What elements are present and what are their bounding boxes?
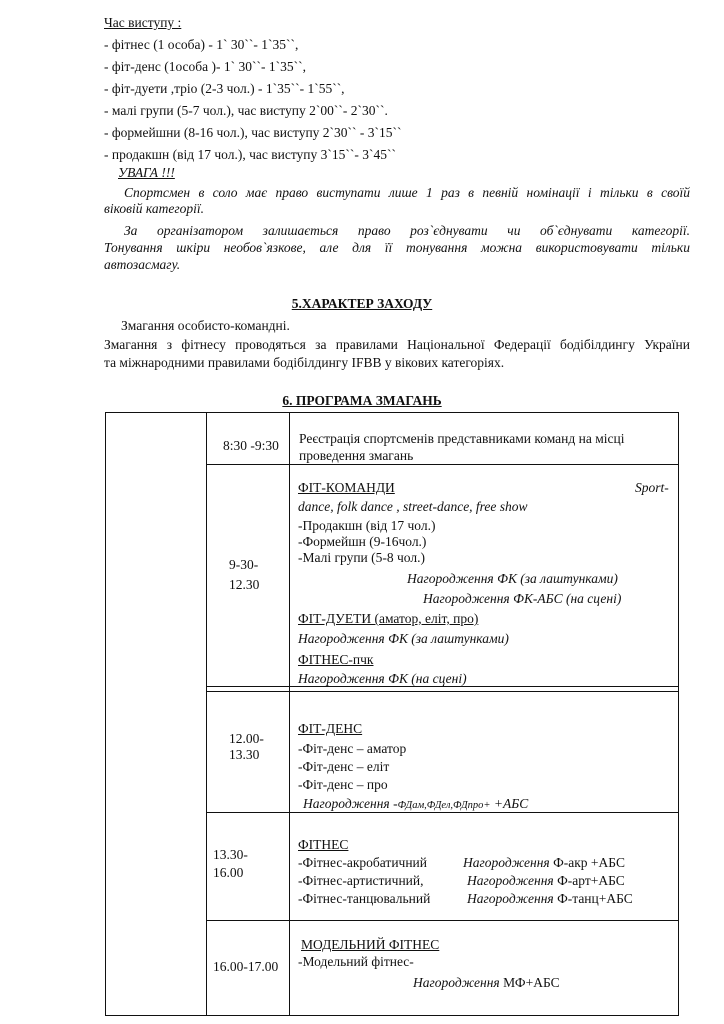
award-label: Нагородження [467,873,554,888]
award-code: Ф-танц+АБС [553,891,633,906]
fit-dance-pro: -Фіт-денс – про [298,777,388,792]
fitness-heading: ФІТНЕС [298,837,349,852]
timing-item: - формейшни (8-16 чол.), час виступу 2`30`` - 3`15`` [104,125,402,140]
award-backstage: Нагородження ФК (за лаштунками) [407,571,618,586]
timing-item: - фіт-дуети ,тріо (2-3 чол.) - 1`35``- 1`55``, [104,81,345,96]
fitness-dance: -Фітнес-танцювальний [298,891,431,906]
note-organizer-line1: За організатором залишається право роз`єднувати чи об`єднувати категорії. [124,223,690,238]
section5-line1: Змагання особисто-командні. [121,318,290,333]
section6-title: 6. ПРОГРАМА ЗМАГАНЬ [282,393,442,408]
row1-line2: проведення змагань [299,448,414,463]
fitness-acro: -Фітнес-акробатичний [298,855,428,870]
table-row-divider [206,464,679,465]
row5-time: 16.00-17.00 [213,959,279,974]
award-label: Нагородження [467,891,554,906]
award-pck: Нагородження ФК (на сцені) [298,671,467,686]
row2-time-start: 9-30- [229,557,259,572]
model-fitness-award [413,974,560,991]
award-label: Нагородження [413,975,500,990]
fitness-artistic: -Фітнес-артистичний, [298,873,424,888]
award-prefix: Нагородження - [303,796,398,811]
award-duets: Нагородження ФК (за лаштунками) [298,631,509,646]
fit-teams-heading: ФІТ-КОМАНДИ [298,480,395,495]
fit-dance-elite: -Фіт-денс – еліт [298,759,390,774]
row1-line1: Реєстрація спортсменів представниками команд на місці [299,431,625,446]
fit-duets-heading: ФІТ-ДУЕТИ (аматор, еліт, про) [298,611,479,626]
timing-item: - продакшн (від 17 чол.), час виступу 3`15``- 3`45`` [104,147,396,162]
timing-item: - фітнес (1 особа) - 1` 30``- 1`35``, [104,37,299,52]
small-groups-item: -Малі групи (5-8 чол.) [298,550,425,565]
award-codes: ФДам,ФДел,ФДпро+ [397,800,491,811]
award-code: Ф-акр +АБС [549,855,625,870]
table-column-divider [206,412,207,1016]
table-row-divider [206,920,679,921]
award-code: Ф-арт+АБС [553,873,625,888]
award-label: Нагородження [463,855,550,870]
note-solo-line2: віковій категорії. [104,201,205,216]
timing-item: - фіт-денс (1особа )- 1` 30``- 1`35``, [104,59,306,74]
row4-time-end: 16.00 [213,865,244,880]
fitness-acro-award [463,854,625,871]
row3-time-start: 12.00- [229,731,264,746]
model-fitness-heading: МОДЕЛЬНИЙ ФІТНЕС [301,937,440,952]
fit-dance-amateur: -Фіт-денс – аматор [298,741,407,756]
model-fitness-item: -Модельний фітнес- [298,954,414,969]
row1-time: 8:30 -9:30 [223,438,279,453]
table-column-divider [289,412,290,1016]
award-code: МФ+АБС [499,975,560,990]
fit-dance-award [303,795,528,814]
formation-item: -Формейшн (9-16чол.) [298,534,427,549]
dance-styles: dance, folk dance , street-dance, free show [298,499,528,514]
warning-label: УВАГА !!! [118,165,175,180]
section5-title: 5.ХАРАКТЕР ЗАХОДУ [291,296,433,311]
award-stage: Нагородження ФК-АБС (на сцені) [423,591,622,606]
row2-time-end: 12.30 [229,577,260,592]
timing-heading: Час виступу : [104,15,182,30]
section5-line2: Змагання з фітнесу проводяться за правилами Національної Федерації бодібілдингу України [104,337,690,352]
timing-item: - малі групи (5-7 чол.), час виступу 2`00``- 2`30``. [104,103,388,118]
note-solo-line1: Спортсмен в соло має право виступати лише 1 раз в певній номінації і тільки в своїй [124,185,690,200]
row3-time-end: 13.30 [229,747,260,762]
row4-time-start: 13.30- [213,847,248,862]
fit-dance-heading: ФІТ-ДЕНС [298,721,363,736]
note-organizer-line2: Тонування шкіри необов`язкове, але для її тонування можна використовувати тільки [104,240,690,255]
fitness-artistic-award [467,872,625,889]
production-item: -Продакшн (від 17 чол.) [298,518,436,533]
program-table [105,412,679,1016]
sport-label: Sport- [635,480,669,495]
note-organizer-line3: автозасмагу. [104,257,181,272]
fitness-pck-heading: ФІТНЕС-пчк [298,652,374,667]
table-row-divider [206,691,679,692]
section5-line3: та міжнародними правилами бодібілдингу IFBB у вікових категоріях. [104,355,505,370]
fitness-dance-award [467,890,633,907]
award-suffix: +АБС [490,796,529,811]
